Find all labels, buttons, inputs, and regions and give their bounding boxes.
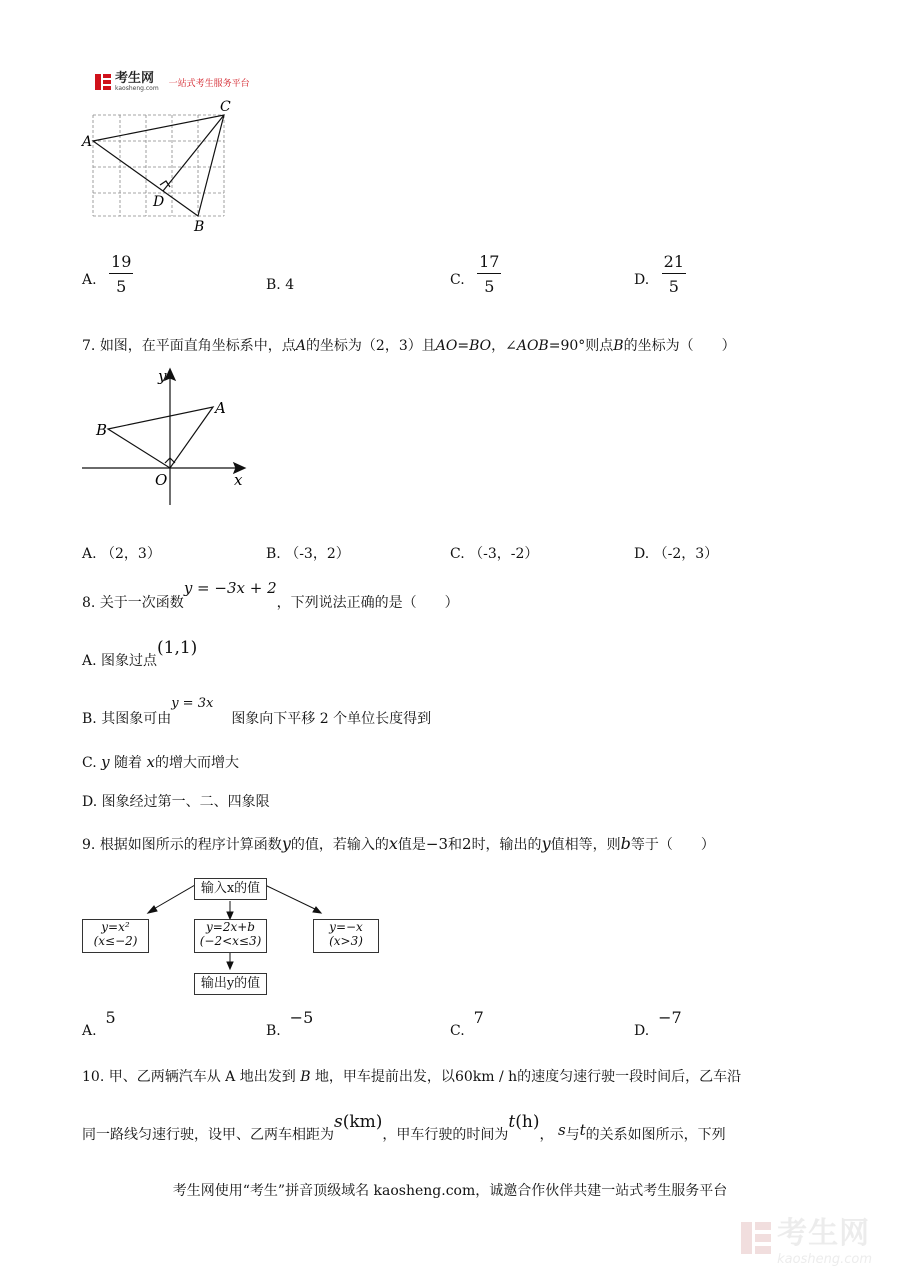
q8-option-c: C. y 随着 x的增大而增大 <box>82 753 239 771</box>
logo-slogan: 一站式考生服务平台 <box>168 78 250 89</box>
q6-label-b: B <box>194 219 205 235</box>
q9-option-b: B. −5 <box>266 1008 314 1039</box>
logo-mark-icon <box>95 74 111 90</box>
q8-option-a: A. 图象过点(1,1) <box>82 638 198 669</box>
q8-option-b: B. 其图象可由y = 3x图象向下平移 2 个单位长度得到 <box>82 696 432 727</box>
watermark-domain: kaosheng.com <box>777 1252 872 1267</box>
page-footer: 考生网使用“考生”拼音顶级域名 kaosheng.com，诚邀合作伙伴共建一站式考生服务平台 <box>172 1183 728 1199</box>
q6-label-d: D <box>153 194 165 210</box>
q7-option-c: C. （-3，-2） <box>450 546 539 562</box>
q6-option-b: B. 4 <box>266 277 295 293</box>
q7-option-a: A. （2，3） <box>82 546 161 562</box>
flow-output-box: 输出y的值 <box>194 973 267 995</box>
q6-triangle-figure <box>80 98 240 236</box>
watermark-logo-icon <box>741 1222 771 1254</box>
q7-label-b: B <box>96 421 108 439</box>
q7-label-x: x <box>234 471 243 489</box>
q9-option-a: A. 5 <box>82 1008 116 1039</box>
flow-left-box: y=x² (x≤−2) <box>82 919 149 953</box>
q9-stem: 9. 根据如图所示的程序计算函数y的值，若输入的x值是−3和2时，输出的y值相等，则b等于（ ） <box>82 834 715 853</box>
q7-option-d: D. （-2，3） <box>634 546 719 562</box>
q6-option-c: C. $\frac{17}{5}$ <box>450 252 500 296</box>
flow-input-box: 输入x的值 <box>194 878 267 900</box>
q7-stem: 7. 如图，在平面直角坐标系中，点A的坐标为（2，3）且AO=BO，∠AOB=90°则点B的坐标为（ ） <box>82 338 736 354</box>
q8-stem: 8. 关于一次函数y = −3x + 2，下列说法正确的是（ ） <box>82 579 459 611</box>
q6-option-d-fraction: $\frac{21}{5}$ <box>663 252 684 296</box>
q7-label-a: A <box>215 399 226 417</box>
q7-option-b: B. （-3，2） <box>266 546 350 562</box>
flow-middle-box: y=2x+b (−2<x≤3) <box>194 919 267 953</box>
q6-option-d: D. $\frac{21}{5}$ <box>634 252 684 296</box>
q9-option-d: D. −7 <box>634 1008 682 1039</box>
q10-line-1: 10. 甲、乙两辆汽车从 A 地出发到 B 地，甲车提前出发，以60km / h的速度匀速行驶一段时间后，乙车沿 <box>82 1069 742 1085</box>
q6-option-a: A. $\frac{19}{5}$ <box>82 252 132 296</box>
q7-label-o: O <box>155 471 168 489</box>
q6-option-a-fraction: $\frac{19}{5}$ <box>111 252 132 296</box>
q6-option-c-fraction: $\frac{17}{5}$ <box>479 252 500 296</box>
header-logo <box>95 72 250 92</box>
logo-domain: kaosheng.com <box>115 85 159 92</box>
q7-coordinate-figure <box>80 365 255 510</box>
logo-brand: 考生网 <box>115 71 155 86</box>
flow-right-box: y=−x (x>3) <box>313 919 379 953</box>
watermark-brand: 考生网 <box>777 1216 871 1251</box>
q8-option-d: D. 图象经过第一、二、四象限 <box>82 794 270 810</box>
q7-label-y: y <box>158 367 167 385</box>
q9-option-c: C. 7 <box>450 1008 484 1039</box>
q6-label-c: C <box>220 99 231 115</box>
q6-label-a: A <box>82 134 93 150</box>
watermark <box>741 1208 872 1267</box>
q10-line-2: 同一路线匀速行驶，设甲、乙两车相距为s(km)，甲车行驶的时间为t(h)， s与t的关系如图所示，下列 <box>82 1112 726 1143</box>
q8-formula: y = −3x + 2 <box>183 579 277 597</box>
